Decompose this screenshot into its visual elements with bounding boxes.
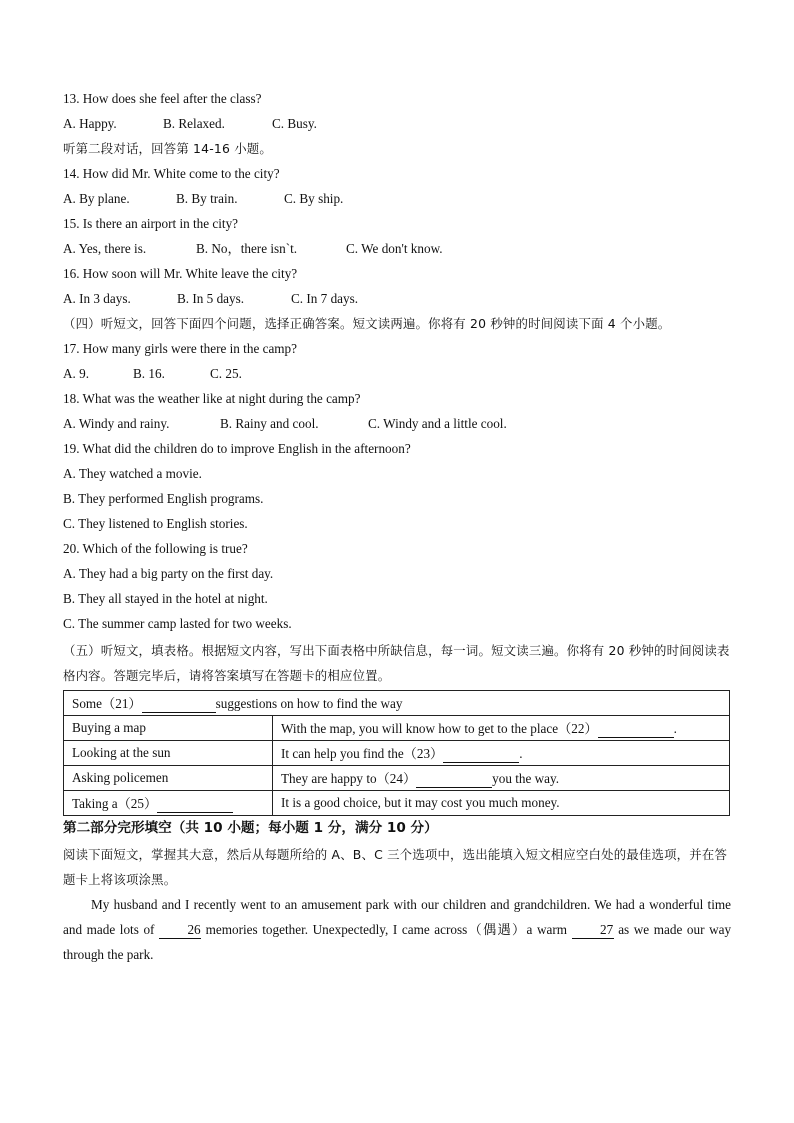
right-prefix: With the map, you will know how to get to the place（22）	[281, 721, 598, 736]
option-c: C. 25.	[210, 366, 242, 381]
header-prefix: Some（21）	[72, 696, 142, 711]
part4-instruction: （四）听短文，回答下面四个问题，选择正确答案。短文读两遍。你将有 20 秒钟的时间阅读下面 4 个小题。	[63, 316, 671, 331]
option-b: B. By train.	[176, 191, 238, 206]
question-18-options	[63, 413, 731, 438]
table-row	[64, 791, 730, 816]
option-a: A. They watched a movie.	[63, 466, 202, 481]
option-c: C. The summer camp lasted for two weeks.	[63, 616, 292, 631]
row-left	[64, 791, 273, 816]
part2-title: 第二部分完形填空（共 10 小题；每小题 1 分，满分 10 分）	[63, 820, 438, 836]
blank-27: 27	[572, 922, 614, 939]
option-c: C. Windy and a little cool.	[368, 416, 507, 431]
option-c: C. We don't know.	[346, 241, 443, 256]
passage-sentence-3: as we made our way through the park.	[63, 922, 732, 962]
question-20: 20. Which of the following is true?	[63, 541, 248, 556]
question-13: 13. How does she feel after the class?	[63, 91, 262, 106]
option-b: B. They all stayed in the hotel at night.	[63, 591, 268, 606]
blank-24	[416, 771, 492, 788]
passage-sentence-1: My husband and I recently went to an amusement park with our children and grandchildren. We had a wonderful time and made lots of	[63, 897, 731, 937]
table-row	[64, 716, 730, 741]
question-14: 14. How did Mr. White come to the city?	[63, 166, 280, 181]
option-a: A. They had a big party on the first day.	[63, 566, 274, 581]
header-suffix: suggestions on how to find the way	[215, 696, 403, 711]
blank-23	[443, 746, 519, 763]
option-a: A. In 3 days.	[63, 291, 131, 306]
row-right	[273, 716, 730, 741]
option-b: B. Rainy and cool.	[220, 416, 319, 431]
cloze-passage	[63, 892, 731, 967]
right-suffix: .	[673, 721, 677, 736]
row-left: Looking at the sun	[64, 741, 273, 766]
exam-page	[63, 88, 731, 967]
row-right: It is a good choice, but it may cost you much money.	[273, 791, 730, 816]
question-16: 16. How soon will Mr. White leave the city?	[63, 266, 298, 281]
question-16-options	[63, 288, 731, 313]
option-b: B. 16.	[133, 366, 165, 381]
option-c: C. By ship.	[284, 191, 344, 206]
blank-21	[142, 696, 216, 713]
option-a: A. Happy.	[63, 116, 117, 131]
option-a: A. Windy and rainy.	[63, 416, 170, 431]
option-b: B. They performed English programs.	[63, 491, 264, 506]
table-row	[64, 766, 730, 791]
question-15: 15. Is there an airport in the city?	[63, 216, 239, 231]
dialog2-instruction: 听第二段对话，回答第 14-16 小题。	[63, 141, 272, 156]
option-b: B. No，there isn`t.	[196, 241, 298, 256]
question-15-options	[63, 238, 731, 263]
question-13-options	[63, 113, 731, 138]
left-prefix: Taking a（25）	[72, 796, 158, 811]
right-prefix: It can help you find the（23）	[281, 746, 444, 761]
option-b: B. In 5 days.	[177, 291, 245, 306]
blank-22	[598, 721, 674, 738]
right-prefix: They are happy to（24）	[281, 771, 417, 786]
question-18: 18. What was the weather like at night during the camp?	[63, 391, 361, 406]
fill-table	[63, 690, 730, 816]
option-c: C. They listened to English stories.	[63, 516, 248, 531]
table-header-cell	[64, 691, 730, 716]
passage-sentence-2: memories together. Unexpectedly, I came across（偶遇）a warm	[205, 922, 567, 937]
row-left: Asking policemen	[64, 766, 273, 791]
question-17: 17. How many girls were there in the camp?	[63, 341, 298, 356]
question-19: 19. What did the children do to improve English in the afternoon?	[63, 441, 411, 456]
question-17-options	[63, 363, 731, 388]
option-a: A. Yes, there is.	[63, 241, 147, 256]
option-c: C. Busy.	[272, 116, 317, 131]
row-right	[273, 741, 730, 766]
option-b: B. Relaxed.	[163, 116, 225, 131]
blank-25	[157, 796, 233, 813]
part2-instruction: 阅读下面短文，掌握其大意，然后从每题所给的 A、B、C 三个选项中，选出能填入短文相应空白处的最佳选项，并在答题卡上将该项涂黑。	[63, 847, 728, 887]
option-c: C. In 7 days.	[291, 291, 359, 306]
part5-instruction: （五）听短文，填表格。根据短文内容，写出下面表格中所缺信息，每一词。短文读三遍。你将有 20 秒钟的时间阅读表格内容。答题完毕后，请将答案填写在答题卡的相应位置。	[63, 643, 730, 683]
table-row	[64, 741, 730, 766]
question-14-options	[63, 188, 731, 213]
option-a: A. 9.	[63, 366, 90, 381]
blank-26: 26	[159, 922, 201, 939]
row-right	[273, 766, 730, 791]
table-header-row	[64, 691, 730, 716]
option-a: A. By plane.	[63, 191, 130, 206]
row-left: Buying a map	[64, 716, 273, 741]
right-suffix: you the way.	[492, 771, 560, 786]
right-suffix: .	[519, 746, 523, 761]
